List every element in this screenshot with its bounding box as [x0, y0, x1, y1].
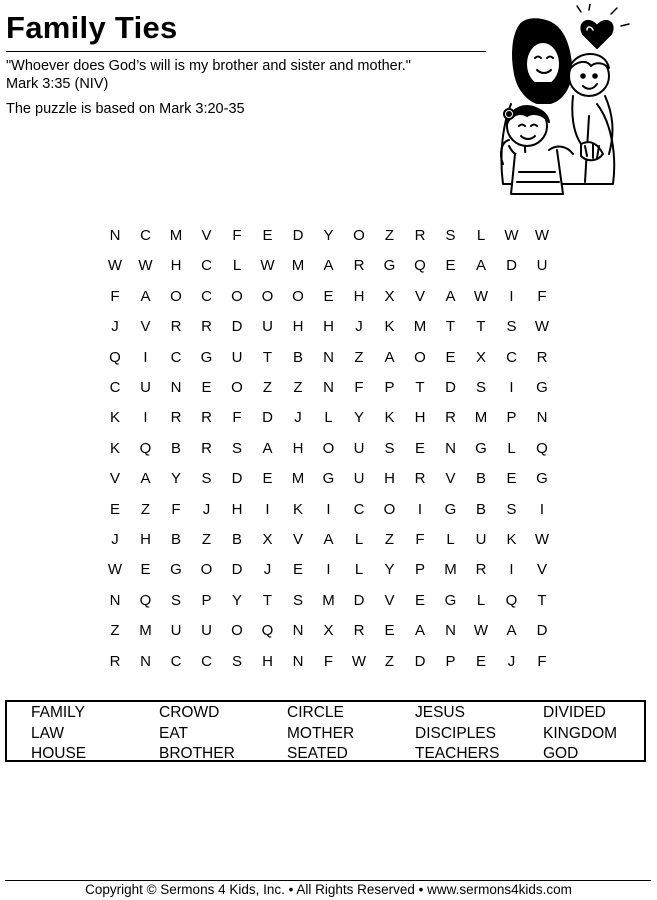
grid-letter: G [536, 470, 548, 488]
grid-letter: Z [354, 348, 364, 366]
grid-letter: G [444, 591, 457, 609]
grid-letter: I [265, 500, 270, 518]
grid-letter: N [323, 348, 334, 366]
grid-letter: T [537, 591, 547, 609]
grid-letter: A [323, 257, 334, 275]
grid-letter: C [353, 500, 365, 518]
grid-letter: A [445, 287, 456, 305]
grid-letter: S [445, 227, 456, 244]
grid-letter: G [383, 257, 396, 275]
grid-letter: O [231, 622, 243, 640]
grid-letter: T [476, 318, 486, 336]
grid-letter: S [170, 591, 181, 609]
grid-letter: Q [414, 257, 426, 275]
grid-letter: C [201, 287, 212, 305]
grid-letter: A [475, 257, 486, 275]
grid-letter: R [414, 227, 426, 244]
grid-letter: W [260, 257, 275, 275]
grid-letter: R [170, 318, 182, 336]
word-list-item: LAW [31, 724, 65, 742]
grid-letter: L [324, 409, 333, 427]
grid-letter: E [475, 652, 486, 670]
grid-letter: D [445, 379, 456, 396]
grid-letter: Z [384, 531, 395, 548]
grid-letter: W [107, 561, 123, 579]
word-list-item: TEACHERS [415, 745, 500, 762]
grid-letter: B [475, 470, 486, 488]
word-list-item: CIRCLE [287, 704, 344, 721]
grid-letter: M [139, 622, 152, 640]
grid-letter: S [231, 652, 242, 670]
grid-letter: O [231, 379, 243, 396]
grid-letter: I [143, 409, 148, 427]
grid-letter: Q [536, 439, 548, 457]
footer-divider [5, 880, 651, 881]
grid-letter: V [292, 531, 303, 548]
grid-letter: I [326, 561, 331, 579]
grid-letter: Y [353, 409, 364, 427]
grid-letter: S [292, 591, 303, 609]
grid-letter: D [231, 318, 243, 336]
grid-letter: O [414, 348, 426, 366]
grid-letter: P [445, 652, 456, 670]
grid-letter: V [384, 591, 395, 609]
grid-letter: S [475, 379, 486, 396]
grid-letter: D [414, 652, 426, 670]
grid-letter: F [537, 287, 547, 305]
grid-letter: I [326, 500, 331, 518]
grid-letter: E [262, 470, 273, 488]
grid-letter: X [262, 531, 273, 548]
grid-letter: M [291, 470, 305, 488]
word-list-item: GOD [543, 745, 579, 762]
grid-letter: U [170, 622, 182, 640]
word-list-item: HOUSE [31, 745, 87, 762]
grid-letter: S [384, 439, 395, 457]
grid-letter: W [107, 257, 123, 275]
grid-letter: V [414, 287, 425, 305]
grid-letter: I [417, 500, 423, 518]
grid-letter: V [445, 470, 456, 488]
grid-letter: C [170, 348, 182, 366]
grid-letter: Z [262, 379, 273, 396]
grid-letter: V [109, 470, 120, 488]
grid-letter: F [354, 379, 364, 396]
grid-letter: L [446, 531, 455, 548]
grid-letter: Z [384, 652, 395, 670]
grid-letter: N [536, 409, 548, 427]
grid-letter: H [140, 531, 151, 548]
grid-letter: E [292, 561, 303, 579]
grid-letter: H [292, 439, 304, 457]
grid-letter: N [445, 622, 456, 640]
grid-letter: W [534, 318, 550, 336]
grid-letter: M [169, 227, 183, 244]
grid-letter: U [536, 257, 548, 275]
grid-letter: F [232, 409, 242, 427]
grid-letter: W [351, 652, 367, 670]
grid-letter: N [323, 379, 334, 396]
grid-letter: N [109, 591, 121, 609]
grid-letter: H [231, 500, 243, 518]
grid-letter: U [353, 439, 365, 457]
bible-quote: "Whoever does God’s will is my brother and sister and mother." [6, 58, 411, 74]
grid-letter: R [475, 561, 487, 579]
grid-letter: C [201, 257, 212, 275]
grid-letter: R [414, 470, 426, 488]
grid-letter: T [262, 591, 273, 609]
grid-letter: F [537, 652, 547, 670]
grid-letter: X [384, 287, 395, 305]
grid-letter: S [231, 439, 242, 457]
grid-letter: N [292, 622, 304, 640]
grid-letter: Y [170, 470, 181, 488]
grid-letter: V [536, 561, 547, 579]
grid-letter: E [140, 561, 151, 579]
grid-letter: N [109, 227, 121, 244]
grid-letter: S [506, 500, 517, 518]
word-list-item: DIVIDED [543, 704, 606, 721]
word-list-item: SEATED [287, 745, 348, 762]
grid-letter: N [292, 652, 304, 670]
grid-letter: Z [201, 531, 212, 548]
grid-letter: K [109, 409, 120, 427]
grid-letter: U [262, 318, 273, 336]
grid-letter: R [353, 257, 365, 275]
word-list-item: KINGDOM [543, 724, 618, 742]
grid-letter: U [140, 379, 151, 396]
grid-letter: J [294, 409, 302, 427]
grid-letter: E [384, 622, 395, 640]
grid-letter: G [170, 561, 182, 579]
grid-letter: H [292, 318, 304, 336]
grid-letter: X [475, 348, 486, 366]
grid-letter: A [384, 348, 395, 366]
grid-letter: U [231, 348, 243, 366]
word-list-item: MOTHER [287, 724, 355, 742]
grid-letter: R [536, 348, 548, 366]
grid-letter: K [292, 500, 303, 518]
grid-letter: I [509, 379, 514, 396]
grid-letter: U [201, 622, 212, 640]
grid-letter: Z [293, 379, 303, 396]
grid-letter: G [444, 500, 457, 518]
grid-letter: E [109, 500, 120, 518]
grid-letter: C [201, 652, 212, 670]
grid-letter: Z [140, 500, 151, 518]
grid-letter: S [201, 470, 212, 488]
grid-letter: T [415, 379, 425, 396]
grid-letter: W [534, 227, 550, 244]
grid-letter: Q [505, 591, 518, 609]
grid-letter: U [475, 531, 487, 548]
grid-letter: D [292, 227, 304, 244]
page-title: Family Ties [6, 10, 178, 45]
grid-letter: I [143, 348, 148, 366]
grid-letter: M [474, 409, 488, 427]
grid-letter: X [323, 622, 334, 640]
grid-letter: G [322, 470, 335, 488]
grid-letter: W [473, 287, 489, 305]
grid-letter: H [262, 652, 273, 670]
word-list-item: DISCIPLES [415, 724, 496, 742]
grid-letter: I [509, 287, 514, 305]
grid-letter: D [231, 561, 243, 579]
grid-letter: C [170, 652, 182, 670]
grid-letter: Q [139, 439, 152, 457]
grid-letter: K [506, 531, 517, 548]
grid-letter: J [263, 561, 272, 579]
grid-letter: O [322, 439, 335, 457]
grid-letter: E [445, 348, 456, 366]
grid-letter: A [506, 622, 517, 640]
bible-reference: Mark 3:35 (NIV) [6, 76, 109, 92]
grid-letter: J [507, 652, 516, 670]
grid-letter: H [414, 409, 426, 427]
grid-letter: B [170, 531, 181, 548]
grid-letter: O [231, 287, 243, 305]
grid-letter: J [202, 500, 211, 518]
grid-letter: M [444, 561, 457, 579]
grid-letter: R [353, 622, 365, 640]
grid-letter: S [506, 318, 517, 336]
grid-letter: W [473, 622, 489, 640]
word-list-item: CROWD [159, 704, 220, 721]
grid-letter: J [111, 318, 119, 336]
grid-letter: D [262, 409, 273, 427]
grid-letter: O [170, 287, 182, 305]
grid-letter: B [475, 500, 486, 518]
grid-letter: M [413, 318, 427, 336]
grid-letter: F [171, 500, 181, 518]
grid-letter: F [232, 227, 242, 244]
grid-letter: R [109, 652, 121, 670]
grid-letter: U [353, 470, 365, 488]
grid-letter: A [140, 470, 151, 488]
grid-letter: D [231, 470, 243, 488]
grid-letter: K [384, 409, 395, 427]
word-list-item: BROTHER [159, 745, 235, 762]
grid-letter: V [201, 227, 212, 244]
grid-letter: R [445, 409, 456, 427]
grid-letter: E [445, 257, 456, 275]
word-list-item: EAT [159, 724, 188, 742]
grid-letter: P [384, 379, 395, 396]
grid-letter: L [232, 257, 242, 275]
grid-letter: Y [384, 561, 395, 579]
grid-letter: O [383, 500, 396, 518]
grid-letter: F [415, 531, 425, 548]
grid-letter: M [322, 591, 335, 609]
grid-letter: Y [323, 227, 334, 244]
grid-letter: J [355, 318, 363, 336]
grid-letter: Z [384, 227, 395, 244]
grid-letter: O [200, 561, 213, 579]
grid-letter: G [475, 439, 487, 457]
grid-letter: C [506, 348, 517, 366]
grid-letter: T [445, 318, 456, 336]
grid-letter: A [140, 287, 151, 305]
grid-letter: B [292, 348, 303, 366]
grid-letter: C [140, 227, 151, 244]
grid-letter: K [384, 318, 395, 336]
grid-letter: V [140, 318, 151, 336]
grid-letter: H [353, 287, 365, 305]
grid-letter: A [323, 531, 334, 548]
grid-letter: Q [261, 622, 274, 640]
word-list-box [5, 700, 646, 762]
grid-letter: P [414, 561, 425, 579]
grid-letter: E [262, 227, 273, 244]
grid-letter: C [109, 379, 121, 396]
grid-letter: L [476, 227, 486, 244]
grid-letter: B [170, 439, 181, 457]
grid-letter: K [109, 439, 120, 457]
grid-letter: E [323, 287, 334, 305]
grid-letter: N [170, 379, 182, 396]
grid-letter: R [201, 318, 212, 336]
grid-letter: R [201, 409, 212, 427]
grid-letter: T [262, 348, 273, 366]
grid-letter: J [111, 531, 119, 548]
grid-letter: G [536, 379, 548, 396]
grid-letter: W [504, 227, 519, 244]
grid-letter: H [384, 470, 395, 488]
puzzle-basis: The puzzle is based on Mark 3:20-35 [6, 101, 245, 117]
grid-letter: F [323, 652, 334, 670]
grid-letter: H [323, 318, 334, 336]
grid-letter: M [291, 257, 305, 275]
grid-letter: O [292, 287, 304, 305]
grid-letter: E [201, 379, 212, 396]
grid-letter: N [140, 652, 151, 670]
grid-letter: W [534, 531, 550, 548]
grid-letter: A [262, 439, 273, 457]
word-list-item: JESUS [415, 704, 465, 721]
grid-letter: F [110, 287, 120, 305]
grid-letter: Z [110, 622, 120, 640]
grid-letter: E [414, 591, 425, 609]
grid-letter: E [506, 470, 517, 488]
grid-letter: L [354, 531, 364, 548]
grid-letter: O [261, 287, 274, 305]
grid-letter: B [231, 531, 242, 548]
grid-letter: L [476, 591, 486, 609]
grid-letter: I [509, 561, 514, 579]
grid-letter: O [353, 227, 365, 244]
grid-letter: N [445, 439, 456, 457]
grid-letter: D [506, 257, 517, 275]
word-list-item: FAMILY [31, 704, 85, 721]
grid-letter: E [414, 439, 425, 457]
grid-letter: L [507, 439, 516, 457]
grid-letter: P [506, 409, 517, 427]
grid-letter: L [354, 561, 364, 579]
grid-letter: I [539, 500, 545, 518]
grid-letter: Y [231, 591, 242, 609]
grid-letter: D [353, 591, 365, 609]
grid-letter: W [138, 257, 153, 275]
footer-copyright: Copyright © Sermons 4 Kids, Inc. • All Rights Reserved • www.sermons4kids.com [85, 882, 572, 897]
grid-letter: G [200, 348, 213, 366]
grid-letter: P [201, 591, 212, 609]
grid-letter: R [170, 409, 182, 427]
grid-letter: A [414, 622, 425, 640]
grid-letter: Q [109, 348, 121, 366]
grid-letter: D [536, 622, 548, 640]
grid-letter: Q [139, 591, 152, 609]
grid-letter: R [201, 439, 212, 457]
grid-letter: H [170, 257, 182, 275]
